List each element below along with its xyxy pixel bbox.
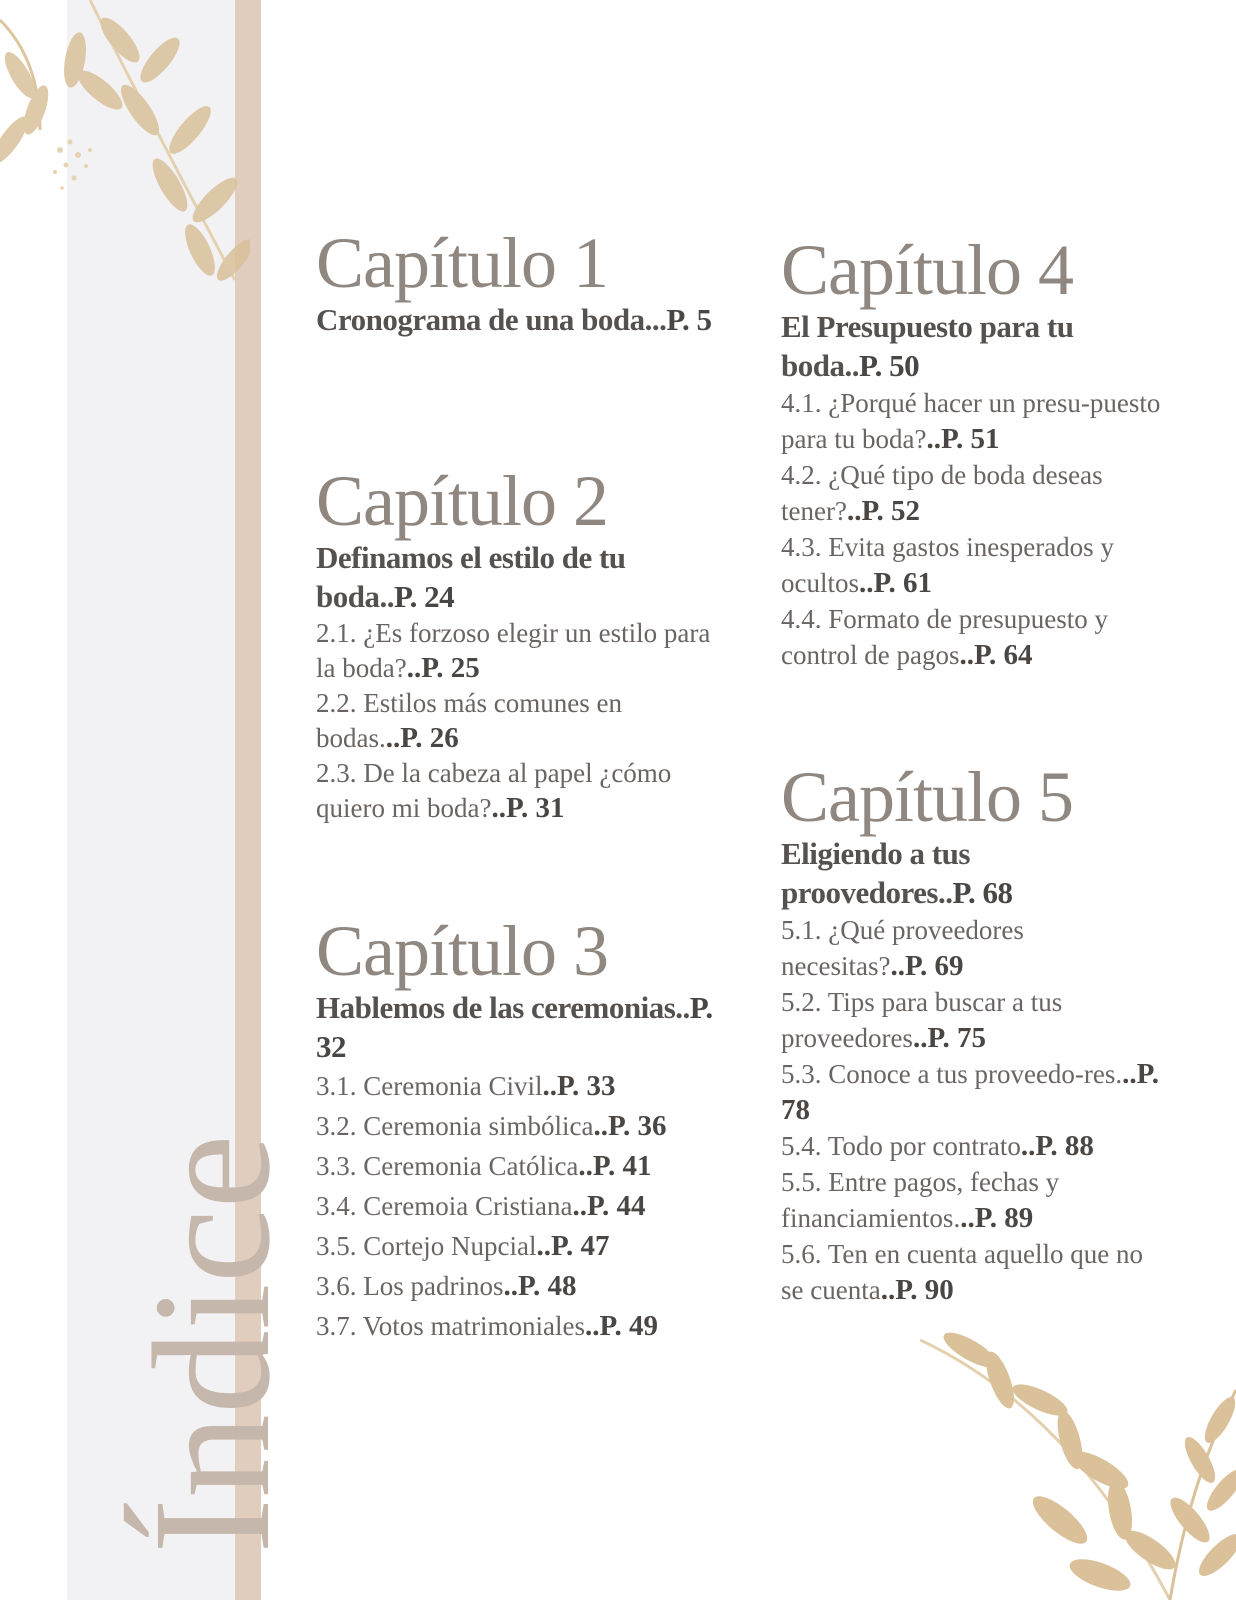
chapter-heading: Capítulo 4 — [781, 230, 1073, 310]
toc-item[interactable]: 5.6. Ten en cuenta aquello que no se cuenta..P. 90 — [781, 1239, 1143, 1306]
chapter-5 — [781, 757, 1161, 1308]
chapter-heading: Capítulo 1 — [316, 223, 608, 303]
toc-item[interactable]: 4.2. ¿Qué tipo de boda deseas tener?..P. 52 — [781, 460, 1103, 527]
toc-item[interactable]: 3.4. Ceremoia Cristiana..P. 44 — [316, 1190, 646, 1222]
chapter-title[interactable]: Definamos el estilo de tu boda..P. 24 — [316, 540, 626, 614]
toc-item[interactable]: 3.1. Ceremonia Civil..P. 33 — [316, 1070, 616, 1102]
toc-item[interactable]: 5.3. Conoce a tus proveedo-res...P. 78 — [781, 1058, 1159, 1126]
toc-item[interactable]: 2.2. Estilos más comunes en bodas...P. 26 — [316, 688, 622, 754]
toc-item[interactable]: 2.1. ¿Es forzoso elegir un estilo para la boda?..P. 25 — [316, 618, 711, 684]
toc-item[interactable]: 4.4. Formato de presupuesto y control de pagos..P. 64 — [781, 604, 1108, 671]
toc-item[interactable]: 3.6. Los padrinos..P. 48 — [316, 1270, 577, 1302]
chapter-1 — [316, 223, 716, 339]
toc-item[interactable]: 5.4. Todo por contrato..P. 88 — [781, 1130, 1094, 1162]
chapter-heading: Capítulo 2 — [316, 461, 608, 541]
toc-item[interactable]: 4.1. ¿Porqué hacer un presu-puesto para tu boda?..P. 51 — [781, 388, 1161, 455]
toc-item[interactable]: 5.2. Tips para buscar a tus proveedores..P. 75 — [781, 987, 1063, 1054]
index-title: Índice — [119, 1134, 305, 1554]
toc-item[interactable]: 4.3. Evita gastos inesperados y ocultos..P. 61 — [781, 532, 1114, 599]
leaf-branch-bottom-icon — [920, 1320, 1236, 1600]
toc-item[interactable]: 3.7. Votos matrimoniales..P. 49 — [316, 1310, 659, 1342]
toc-item[interactable]: 3.3. Ceremonia Católica..P. 41 — [316, 1150, 652, 1182]
leaf-branch-top-icon — [0, 0, 250, 300]
chapter-title[interactable]: El Presupuesto para tu boda..P. 50 — [781, 309, 1074, 383]
chapter-title[interactable]: Eligiendo a tus proovedores..P. 68 — [781, 836, 1013, 910]
toc-item[interactable]: 5.5. Entre pagos, fechas y financiamientos...P. 89 — [781, 1167, 1060, 1234]
chapter-title[interactable]: Hablemos de las ceremonias..P. 32 — [316, 990, 713, 1064]
chapter-title[interactable]: Cronograma de una boda...P. 5 — [316, 302, 712, 337]
chapter-4 — [781, 230, 1161, 673]
toc-item[interactable]: 5.1. ¿Qué proveedores necesitas?..P. 69 — [781, 915, 1024, 982]
toc-item[interactable]: 3.5. Cortejo Nupcial..P. 47 — [316, 1230, 610, 1262]
chapter-heading: Capítulo 3 — [316, 911, 608, 991]
chapter-heading: Capítulo 5 — [781, 757, 1073, 837]
toc-item[interactable]: 3.2. Ceremonia simbólica..P. 36 — [316, 1110, 667, 1142]
toc-item[interactable]: 2.3. De la cabeza al papel ¿cómo quiero mi boda?..P. 31 — [316, 758, 672, 824]
chapter-3 — [316, 911, 716, 1346]
chapter-2 — [316, 461, 716, 826]
